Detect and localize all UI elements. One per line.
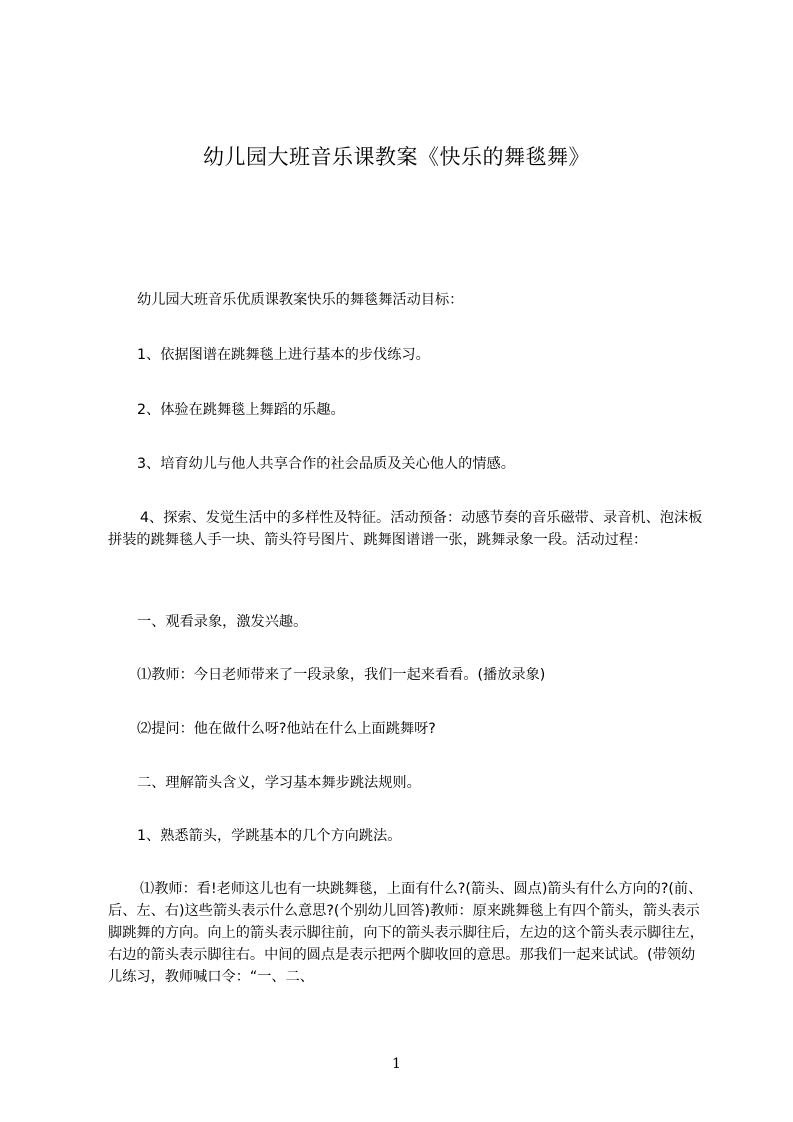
paragraph-step-2-1: 1、熟悉箭头，学跳基本的几个方向跳法。 <box>137 828 402 844</box>
paragraph-step-2-1-1: ⑴教师：看!老师这儿也有一块跳舞毯，上面有什么?(箭头、圆点)箭头有什么方向的?(前、后、左、右)这些箭头表示什么意思?(个别幼儿回答)教师：原来跳舞毯上有四个箭头，箭头表示脚跳舞的方向。向上的箭头表示脚往前，向下的箭头表示脚往后，左边的这个箭头表示脚往左，右边的箭头表示脚往右。中间的圆点是表示把两个脚收回的意思。那我们一起来试试。(带领幼儿练习，教师喊口令：“一、二、 <box>108 881 704 985</box>
paragraph-step-1-heading: 一、观看录象，激发兴趣。 <box>137 614 308 630</box>
paragraph-step-2-heading: 二、理解箭头含义，学习基本舞步跳法规则。 <box>137 775 421 791</box>
paragraph-step-1-2: ⑵提问：他在做什么呀?他站在什么上面跳舞呀? <box>137 721 436 737</box>
paragraph-goal-4-preparation: 4、探索、发觉生活中的多样性及特征。活动预备：动感节奏的音乐磁带、录音机、泡沫板拼装的跳舞毯人手一块、箭头符号图片、跳舞图谱谱一张，跳舞录象一段。活动过程： <box>108 510 703 548</box>
document-title: 幼儿园大班音乐课教案《快乐的舞毯舞》 <box>203 145 590 169</box>
paragraph-goal-3: 3、培育幼儿与他人共享合作的社会品质及关心他人的情感。 <box>137 456 515 472</box>
paragraph-goal-2: 2、体验在跳舞毯上舞蹈的乐趣。 <box>137 402 345 418</box>
paragraph-step-1-1: ⑴教师：今日老师带来了一段录象，我们一起来看看。(播放录象) <box>137 667 546 683</box>
paragraph-goal-1: 1、依据图谱在跳舞毯上进行基本的步伐练习。 <box>137 347 430 363</box>
paragraph-intro: 幼儿园大班音乐优质课教案快乐的舞毯舞活动目标： <box>137 292 464 308</box>
page-number: 1 <box>392 1056 401 1072</box>
